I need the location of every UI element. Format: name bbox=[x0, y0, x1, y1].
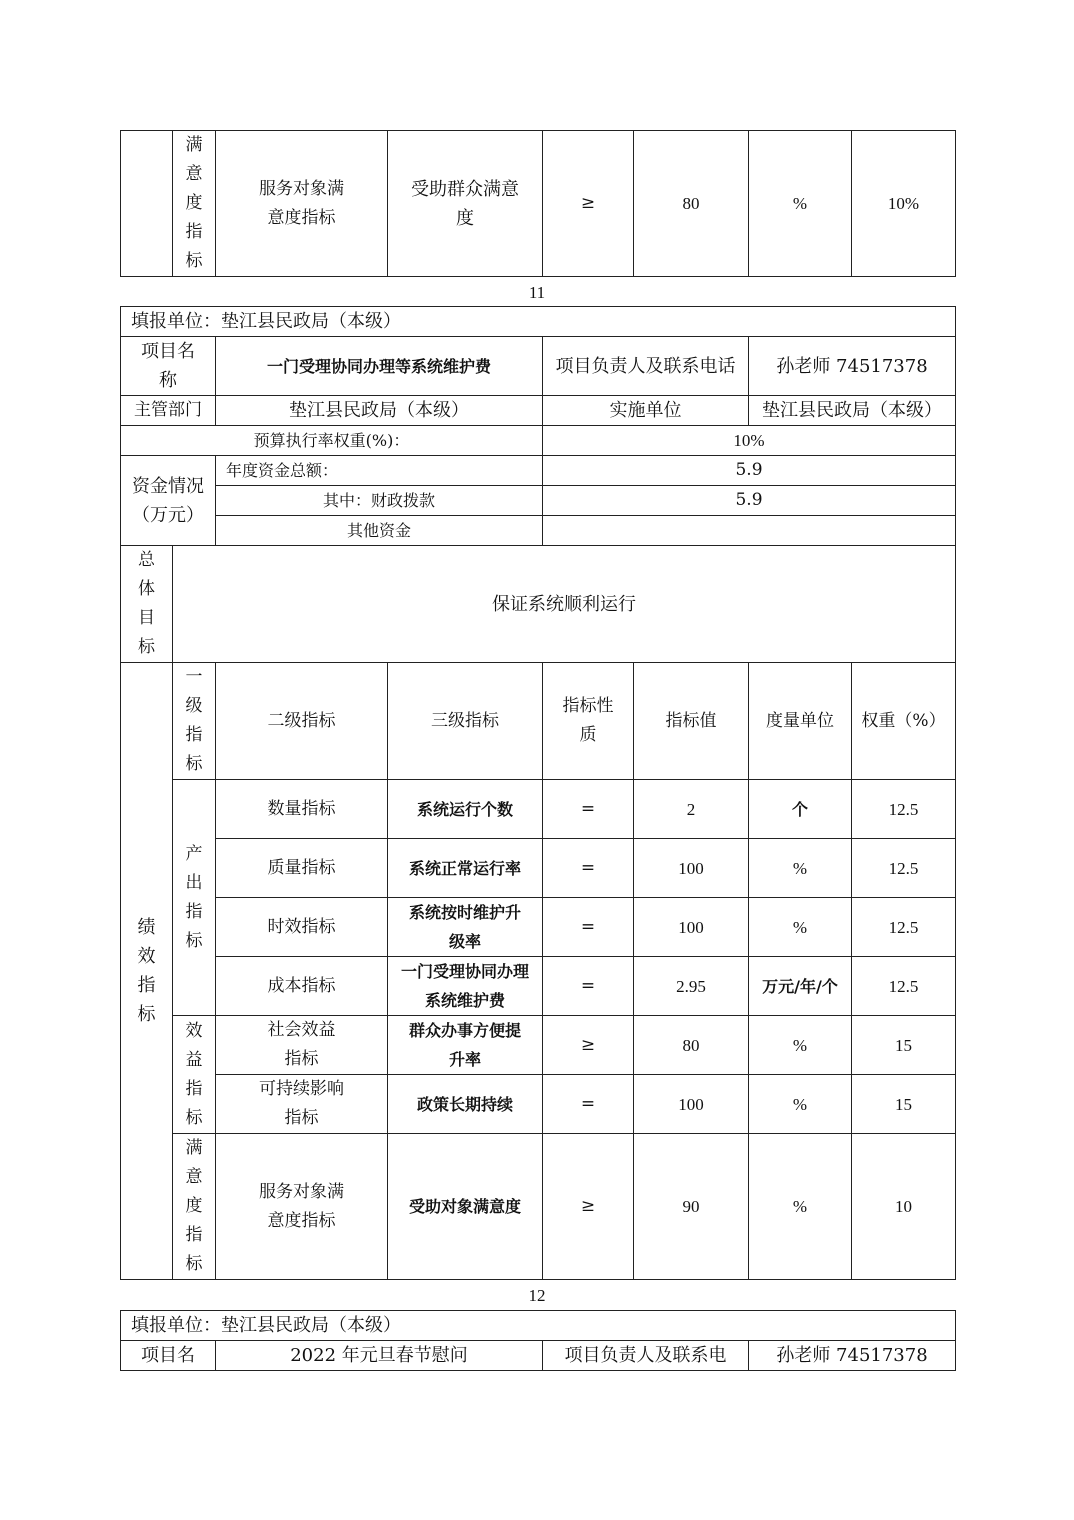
leader: 孙老师 74517378 bbox=[749, 337, 956, 396]
annual-label: 年度资金总额： bbox=[216, 456, 543, 486]
value-cell: 80 bbox=[634, 131, 749, 277]
project-table-12 bbox=[120, 1310, 956, 1371]
row-level3: 一门受理协同办理系统维护费 bbox=[388, 957, 543, 1016]
row-unit: % bbox=[749, 1016, 852, 1075]
other-label: 其他资金 bbox=[216, 516, 543, 546]
header-level1: 一级指标 bbox=[173, 663, 216, 780]
row-weight: 12.5 bbox=[852, 839, 956, 898]
row-value: 100 bbox=[634, 898, 749, 957]
row-level2: 成本指标 bbox=[216, 957, 388, 1016]
impl: 垫江县民政局（本级） bbox=[749, 396, 956, 426]
row-weight: 15 bbox=[852, 1075, 956, 1134]
row-unit: % bbox=[749, 898, 852, 957]
goal-label: 总体目标 bbox=[121, 546, 173, 663]
row-unit: 万元/年/个 bbox=[749, 957, 852, 1016]
row-nature: = bbox=[543, 898, 634, 957]
row-nature: ≥ bbox=[543, 1134, 634, 1280]
row-level3: 系统运行个数 bbox=[388, 780, 543, 839]
top-fragment-table bbox=[120, 130, 956, 277]
other bbox=[543, 516, 956, 546]
reporting-unit: 填报单位：垫江县民政局（本级） bbox=[121, 307, 956, 337]
fiscal: 5.9 bbox=[543, 486, 956, 516]
row-weight: 12.5 bbox=[852, 898, 956, 957]
project-name-label: 项目名称 bbox=[121, 337, 216, 396]
row-unit: % bbox=[749, 1134, 852, 1280]
row-level3: 群众办事方便提升率 bbox=[388, 1016, 543, 1075]
reporting-unit: 填报单位：垫江县民政局（本级） bbox=[121, 1311, 956, 1341]
row-nature: = bbox=[543, 957, 634, 1016]
output-label: 产出指标 bbox=[173, 780, 216, 1016]
project-name: 一门受理协同办理等系统维护费 bbox=[216, 337, 543, 396]
fiscal-label: 其中：财政拨款 bbox=[216, 486, 543, 516]
empty-cell bbox=[121, 131, 173, 277]
row-value: 90 bbox=[634, 1134, 749, 1280]
header-weight: 权重（%） bbox=[852, 663, 956, 780]
level1-satisfaction: 满意度指标 bbox=[173, 131, 216, 277]
project-name-label: 项目名 bbox=[121, 1341, 216, 1371]
row-level2: 数量指标 bbox=[216, 780, 388, 839]
row-unit: 个 bbox=[749, 780, 852, 839]
header-level2: 二级指标 bbox=[216, 663, 388, 780]
row-level3: 受助对象满意度 bbox=[388, 1134, 543, 1280]
satisfaction-label: 满意度指标 bbox=[173, 1134, 216, 1280]
goal: 保证系统顺利运行 bbox=[173, 546, 956, 663]
page-number: 12 bbox=[528, 1286, 546, 1305]
row-level2: 服务对象满意度指标 bbox=[216, 1134, 388, 1280]
leader-label: 项目负责人及联系电 bbox=[543, 1341, 749, 1371]
row-value: 2 bbox=[634, 780, 749, 839]
level2-cell: 服务对象满意度指标 bbox=[216, 131, 388, 277]
project-table-11 bbox=[120, 306, 956, 1280]
weight-cell: 10% bbox=[852, 131, 956, 277]
row-weight: 12.5 bbox=[852, 957, 956, 1016]
project-name: 2022 年元旦春节慰问 bbox=[216, 1341, 543, 1371]
row-unit: % bbox=[749, 1075, 852, 1134]
row-value: 2.95 bbox=[634, 957, 749, 1016]
row-level3: 系统正常运行率 bbox=[388, 839, 543, 898]
row-weight: 10 bbox=[852, 1134, 956, 1280]
row-level2: 时效指标 bbox=[216, 898, 388, 957]
row-nature: = bbox=[543, 780, 634, 839]
budget-rate-label: 预算执行率权重(%)： bbox=[121, 426, 543, 456]
row-value: 100 bbox=[634, 1075, 749, 1134]
row-nature: ≥ bbox=[543, 1016, 634, 1075]
row-nature: = bbox=[543, 1075, 634, 1134]
dept: 垫江县民政局（本级） bbox=[216, 396, 543, 426]
row-value: 100 bbox=[634, 839, 749, 898]
row-level2: 可持续影响指标 bbox=[216, 1075, 388, 1134]
nature-cell: ≥ bbox=[543, 131, 634, 277]
unit-cell: % bbox=[749, 131, 852, 277]
row-value: 80 bbox=[634, 1016, 749, 1075]
row-level3: 系统按时维护升级率 bbox=[388, 898, 543, 957]
impl-label: 实施单位 bbox=[543, 396, 749, 426]
benefit-label: 效益指标 bbox=[173, 1016, 216, 1134]
header-nature: 指标性质 bbox=[543, 663, 634, 780]
header-value: 指标值 bbox=[634, 663, 749, 780]
dept-label: 主管部门 bbox=[121, 396, 216, 426]
row-level2: 社会效益指标 bbox=[216, 1016, 388, 1075]
row-weight: 15 bbox=[852, 1016, 956, 1075]
annual: 5.9 bbox=[543, 456, 956, 486]
row-level3: 政策长期持续 bbox=[388, 1075, 543, 1134]
level3-cell: 受助群众满意度 bbox=[388, 131, 543, 277]
leader-label: 项目负责人及联系电话 bbox=[543, 337, 749, 396]
row-nature: = bbox=[543, 839, 634, 898]
funds-label: 资金情况（万元） bbox=[121, 456, 216, 546]
row-level2: 质量指标 bbox=[216, 839, 388, 898]
leader: 孙老师 74517378 bbox=[749, 1341, 956, 1371]
header-unit: 度量单位 bbox=[749, 663, 852, 780]
row-unit: % bbox=[749, 839, 852, 898]
page-number: 11 bbox=[528, 283, 546, 302]
perf-label: 绩效指标 bbox=[121, 663, 173, 1280]
header-level3: 三级指标 bbox=[388, 663, 543, 780]
budget-rate: 10% bbox=[543, 426, 956, 456]
row-weight: 12.5 bbox=[852, 780, 956, 839]
